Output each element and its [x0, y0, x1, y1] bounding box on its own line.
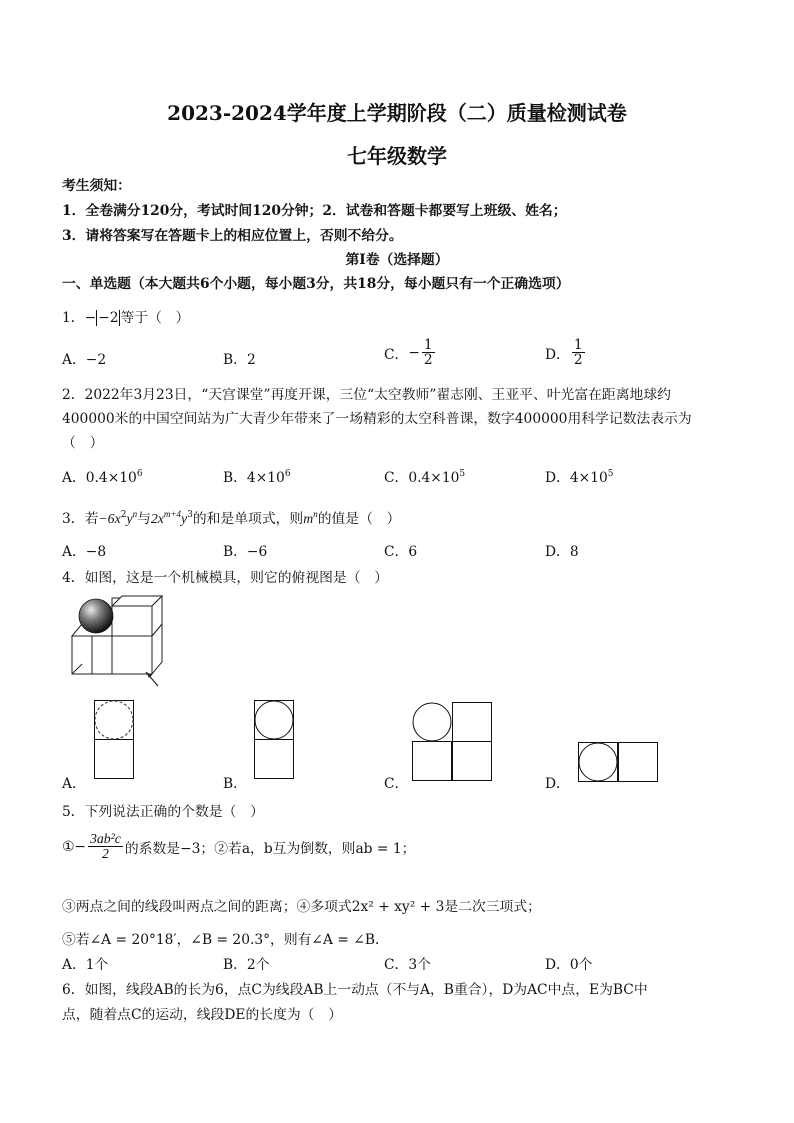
- q1-abs-value: −2: [98, 310, 119, 326]
- q5-fraction: [88, 832, 123, 862]
- page-title: 2023-2024学年度上学期阶段（二）质量检测试卷: [167, 101, 627, 125]
- notice-line-2: 3．请将答案写在答题卡上的相应位置上，否则不给分。: [62, 228, 403, 244]
- q5-s1-prefix: ①−: [62, 838, 86, 855]
- page-subtitle: 七年级数学: [347, 144, 447, 168]
- q3-term2-exp: m+4: [163, 509, 181, 519]
- option-value: 2: [246, 352, 256, 368]
- option-exponent: 5: [459, 469, 466, 479]
- option-exponent: 6: [284, 469, 291, 479]
- q2-option-c[interactable]: [384, 466, 465, 486]
- ball-icon: [79, 599, 113, 633]
- section-heading: 一、单选题（本大题共6个小题，每小题3分，共18分，每小题只有一个正确选项）: [62, 276, 570, 292]
- q4-option-c-figure: [412, 702, 492, 782]
- q3-term1-exp: 2: [120, 510, 127, 520]
- q5-option-c[interactable]: C．3个: [384, 957, 431, 973]
- q1-d-fraction: [572, 338, 585, 368]
- option-text: B．4×10: [223, 470, 285, 486]
- q4-option-c[interactable]: C．: [384, 776, 409, 792]
- q3-term2: 2x: [150, 511, 164, 526]
- fraction-denominator: 2: [423, 352, 433, 369]
- question-4: 4．如图，这是一个机械模具，则它的俯视图是（ ）: [62, 570, 389, 586]
- q4-option-b[interactable]: B．: [223, 776, 247, 792]
- q3-term1-yexp: n: [132, 509, 138, 519]
- q5-option-a[interactable]: A．1个: [62, 957, 109, 973]
- q2-line-1: 2．2022年3月23日，“天宫课堂”再度开课，三位“太空教师”翟志刚、王亚平、叶光富在距离地球约: [62, 387, 671, 403]
- mold-figure: [66, 594, 166, 686]
- q3-option-a[interactable]: A．−8: [62, 544, 107, 560]
- option-text: C．0.4×10: [384, 470, 460, 486]
- q1-option-b[interactable]: [223, 348, 256, 368]
- q3-mid: 与: [137, 511, 151, 527]
- q4-option-b-figure: [254, 700, 294, 780]
- q4-option-d-figure: [578, 742, 658, 782]
- question-1: [62, 306, 189, 326]
- q6-line-2: 点，随着点C的运动，线段DE的长度为（ ）: [62, 1007, 343, 1023]
- notice-heading: 考生须知：: [62, 178, 131, 194]
- option-label: A．: [62, 352, 86, 368]
- q3-exponent: n: [313, 509, 318, 519]
- q1-option-d[interactable]: [545, 338, 587, 368]
- q4-option-d[interactable]: D．: [545, 776, 570, 792]
- option-label: C．: [384, 346, 409, 363]
- q3-option-b[interactable]: B．−6: [223, 544, 268, 560]
- q1-c-fraction: [422, 338, 435, 368]
- q5-s1-suffix: 的系数是−3；②若a，b互为倒数，则ab = 1；: [124, 840, 416, 857]
- option-label: D．: [545, 346, 570, 363]
- q4-option-a-figure: [94, 700, 134, 780]
- q2-option-b[interactable]: [223, 466, 291, 486]
- q5-option-b[interactable]: B．2个: [223, 957, 270, 973]
- q2-option-a[interactable]: [62, 466, 143, 486]
- q3-term1-y: y: [126, 511, 133, 526]
- fraction-denominator: 2: [573, 352, 583, 369]
- q3-option-d[interactable]: D．8: [545, 544, 579, 560]
- q1-suffix: 等于（ ）: [120, 310, 190, 326]
- option-text: D．4×10: [545, 470, 608, 486]
- option-exponent: 5: [607, 469, 614, 479]
- q1-number: 1．: [62, 310, 85, 326]
- q5-statement-5: ⑤若∠A = 20°18′，∠B = 20.3°，则有∠A = ∠B．: [62, 932, 389, 948]
- q3-term1: −6x: [98, 511, 121, 526]
- q1-option-c[interactable]: [384, 338, 437, 368]
- q1-minus: −: [84, 310, 97, 326]
- part-title: 第Ⅰ卷（选择题）: [345, 252, 449, 268]
- q3-term2-y: y: [180, 511, 188, 526]
- option-label: B．: [223, 352, 247, 368]
- q6-line-1: 6．如图，线段AB的长为6，点C为线段AB上一动点（不与A，B重合），D为AC中点，E为BC中: [62, 982, 648, 998]
- q3-base: m: [303, 511, 314, 526]
- notice-line-1: 1．全卷满分120分，考试时间120分钟；2．试卷和答题卡都要写上班级、姓名；: [62, 203, 567, 219]
- option-text: A．0.4×10: [62, 470, 137, 486]
- fraction-numerator: 1: [573, 337, 583, 353]
- question-3: [62, 507, 400, 527]
- q3-term2-yexp: 3: [187, 510, 193, 520]
- fraction-denominator: 2: [101, 846, 109, 862]
- q3-suffix: 的值是（ ）: [317, 511, 401, 527]
- option-value: −2: [85, 352, 107, 368]
- option-sign: −: [408, 344, 420, 361]
- q3-mid2: 的和是单项式，则: [192, 511, 304, 527]
- fraction-numerator: 1: [423, 337, 433, 353]
- q2-option-d[interactable]: [545, 466, 614, 486]
- q2-line-2: 400000米的中国空间站为广大青少年带来了一场精彩的太空科普课，数字400000用科学记数法表示为: [62, 411, 692, 427]
- q3-option-c[interactable]: C．6: [384, 544, 418, 560]
- q3-prefix: 3．若: [62, 511, 99, 527]
- q4-option-a[interactable]: A．: [62, 776, 86, 792]
- fraction-numerator: 3ab²c: [89, 831, 121, 846]
- option-exponent: 6: [136, 469, 143, 479]
- q5-statement-3-4: ③两点之间的线段叫两点之间的距离；④多项式2x² + xy² + 3是二次三项式；: [62, 899, 541, 915]
- question-5: 5．下列说法正确的个数是（ ）: [62, 804, 264, 820]
- q2-line-3: （ ）: [62, 435, 104, 451]
- q5-statement-1-2: [62, 832, 415, 862]
- q5-option-d[interactable]: D．0个: [545, 957, 593, 973]
- q1-option-a[interactable]: [62, 348, 106, 368]
